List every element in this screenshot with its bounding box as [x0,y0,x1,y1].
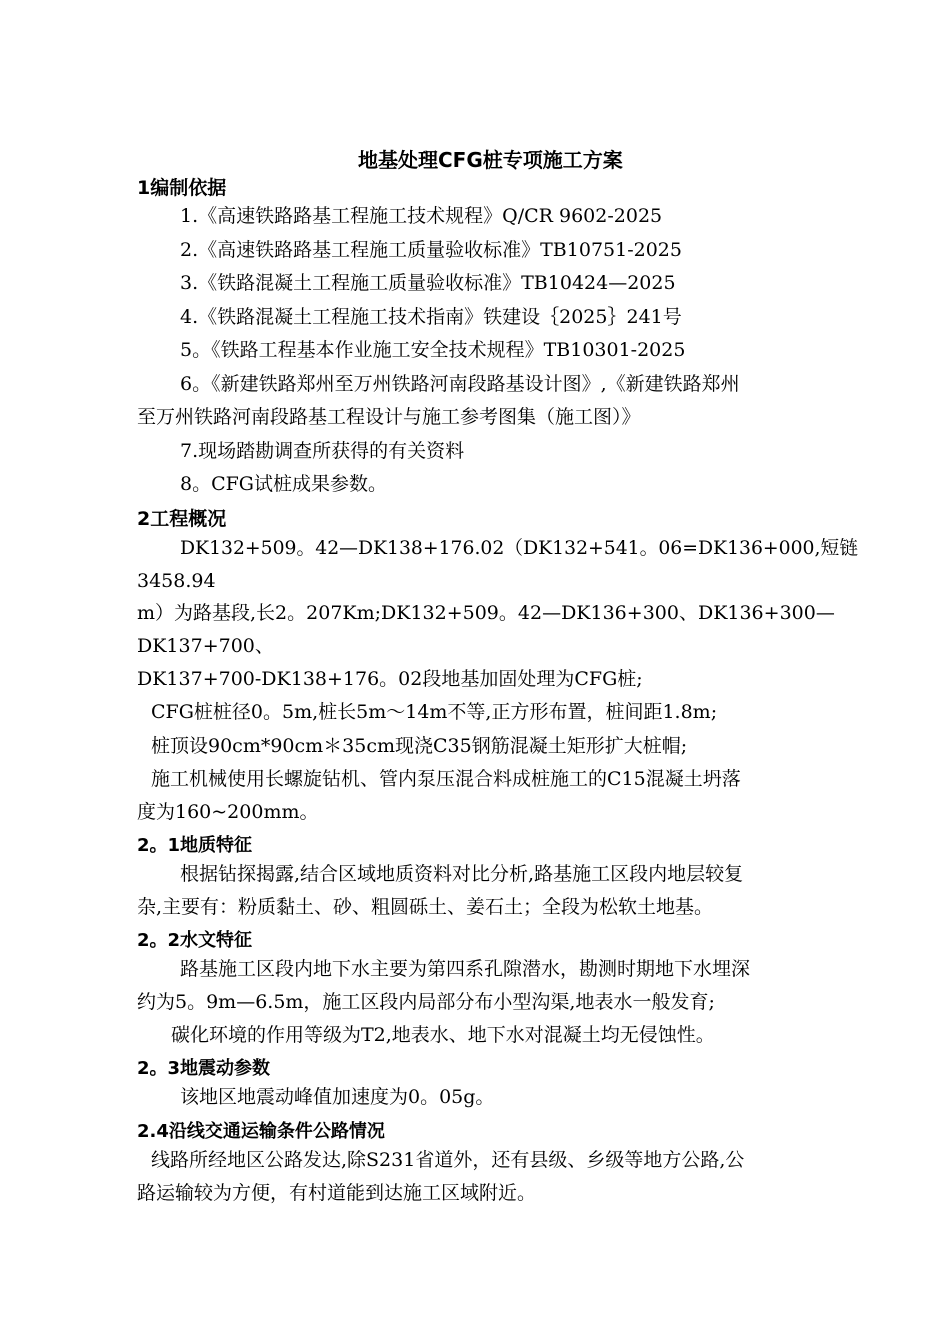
section-1-heading: 1编制依据 [137,177,227,199]
hydrology-line-2: 约为5。9m—6.5m，施工区段内局部分布小型沟渠,地表水一般发育; [137,991,715,1013]
overview-line-8: 施工机械使用长螺旋钻机、管内泵压混合料成桩施工的C15混凝土坍落 [151,768,741,790]
basis-item-5: 5。《铁路工程基本作业施工安全技术规程》TB10301-2025 [180,339,686,361]
overview-line-7: 桩顶设90cm*90cm＊35cm现浇C35钢筋混凝土矩形扩大桩帽; [151,735,688,757]
section-2-2-heading: 2。2水文特征 [137,930,253,951]
section-2-3-heading: 2。3地震动参数 [137,1058,271,1079]
section-2-1-heading: 2。1地质特征 [137,835,253,856]
overview-line-2: 3458.94 [137,570,216,592]
page-title: 地基处理CFG桩专项施工方案 [358,148,623,172]
geology-line-2: 杂,主要有：粉质黏土、砂、粗圆砾土、姜石土；全段为松软土地基。 [137,896,714,918]
seismic-line-1: 该地区地震动峰值加速度为0。05g。 [180,1086,495,1108]
hydrology-line-3: 碳化环境的作用等级为T2,地表水、地下水对混凝土均无侵蚀性。 [171,1024,715,1046]
overview-line-9: 度为160~200mm。 [137,801,319,823]
basis-item-1: 1.《高速铁路路基工程施工技术规程》Q/CR 9602-2025 [180,205,663,227]
section-2-heading: 2工程概况 [137,508,227,530]
basis-item-6-continued: 至万州铁路河南段路基工程设计与施工参考图集（施工图）》 [137,406,641,428]
transport-line-2: 路运输较为方便，有村道能到达施工区域附近。 [137,1182,537,1204]
overview-line-4: DK137+700、 [137,635,274,657]
overview-line-5: DK137+700-DK138+176。02段地基加固处理为CFG桩; [137,668,643,690]
overview-line-1: DK132+509。42—DK138+176.02（DK132+541。06=DK136+000,短链 [180,537,859,559]
basis-item-6: 6。《新建铁路郑州至万州铁路河南段路基设计图》,《新建铁路郑州 [180,373,740,395]
basis-item-3: 3.《铁路混凝土工程施工质量验收标准》TB10424—2025 [180,272,676,294]
basis-item-2: 2.《高速铁路路基工程施工质量验收标准》TB10751-2025 [180,239,682,261]
overview-line-3: m）为路基段,长2。207Km;DK132+509。42—DK136+300、DK136+300— [137,602,835,624]
basis-item-8: 8。CFG试桩成果参数。 [180,473,387,495]
transport-line-1: 线路所经地区公路发达,除S231省道外，还有县级、乡级等地方公路,公 [151,1149,745,1171]
section-2-4-heading: 2.4沿线交通运输条件公路情况 [137,1121,385,1142]
basis-item-4: 4.《铁路混凝土工程施工技术指南》铁建设｛2025｝241号 [180,306,682,328]
hydrology-line-1: 路基施工区段内地下水主要为第四系孔隙潜水，勘测时期地下水埋深 [180,958,751,980]
basis-item-7: 7.现场踏勘调查所获得的有关资料 [180,440,465,462]
geology-line-1: 根据钻探揭露,结合区域地质资料对比分析,路基施工区段内地层较复 [180,863,744,885]
overview-line-6: CFG桩桩径0。5m,桩长5m～14m不等,正方形布置，桩间距1.8m; [151,701,718,723]
